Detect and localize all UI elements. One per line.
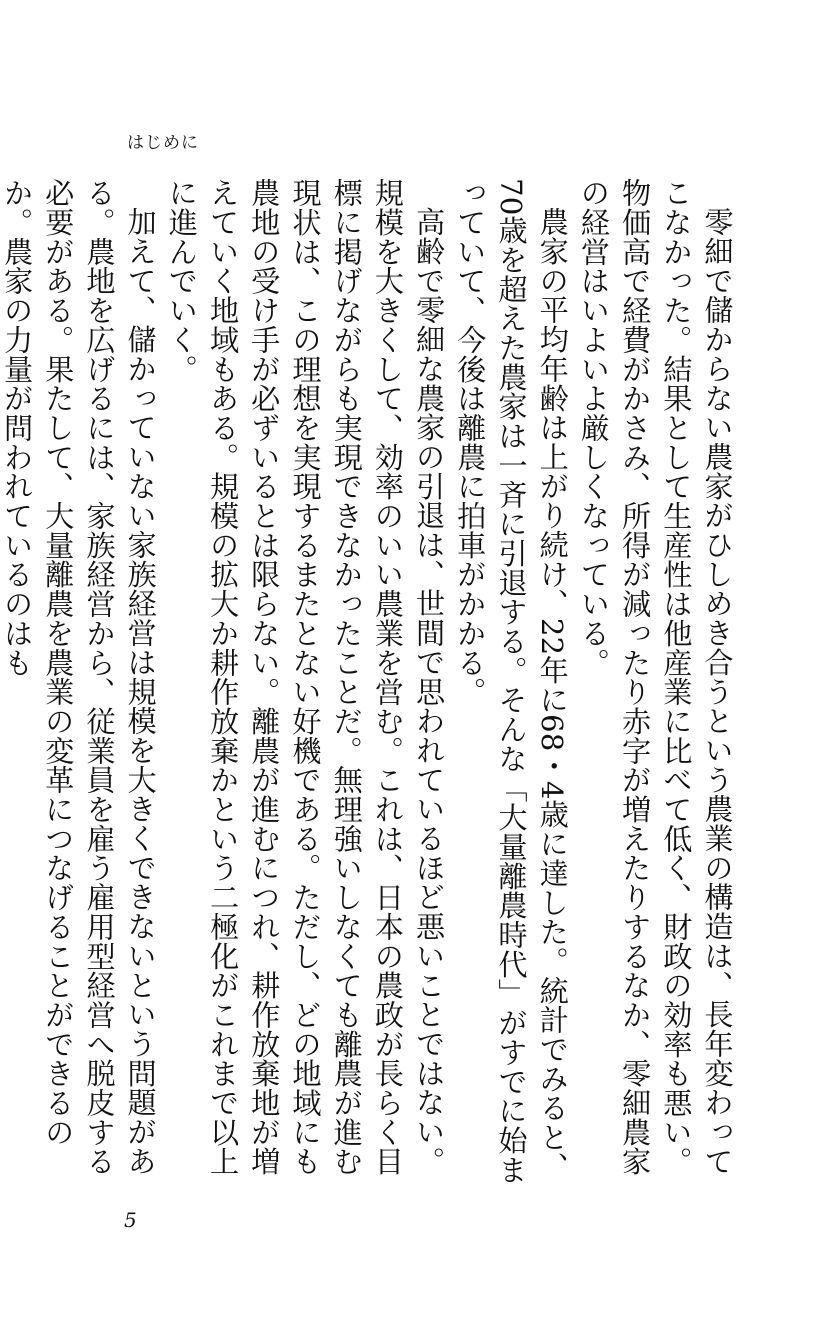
vertical-body-text <box>0 178 737 1200</box>
paragraph-3: 高齢で零細な農家の引退は、世間で思われているほど悪いことではない。規模を大きくして、効率のいい農業を営む。これは、日本の農政が長らく目標に掲げながらも実現できなかったことだ。無理強いしなくても離農が進む現状は、この理想を実現するまたとない好機である。ただし、どの地域にも農地の受け手が必ずいるとは限らない。離農が進むにつれ、耕作放棄地が増えていく地域もある。規模の拡大か耕作放棄かという二極化がこれまで以上に進んでいく。 <box>164 178 446 1176</box>
page-number: 5 <box>124 1208 137 1232</box>
paragraph-4: 加えて、儲かっていない家族経営は規模を大きくできないという問題がある。農地を広げるには、家族経営から、従業員を雇う雇用型経営へ脱皮する必要がある。果たして、大量離農を農業の変革につなげることができるのか。農家の力量が問われているのはも <box>0 178 158 1176</box>
paragraph-1: 零細で儲からない農家がひしめき合うという農業の構造は、長年変わってこなかった。結果として生産性は他産業に比べて低く、財政の効率も悪い。物価高で経費がかさみ、所得が減ったり赤字が増えたりするなか、零細農家の経営はいよいよ厳しくなっている。 <box>576 178 734 1176</box>
running-head: はじめに <box>127 133 199 153</box>
paragraph-2: 農家の平均年齢は上がり続け、22年に68・4歳に達した。統計でみると、70歳を超えた農家は一斉に引退する。そんな「大量離農時代」がすでに始まっていて、今後は離農に拍車がかかる。 <box>452 178 570 1184</box>
